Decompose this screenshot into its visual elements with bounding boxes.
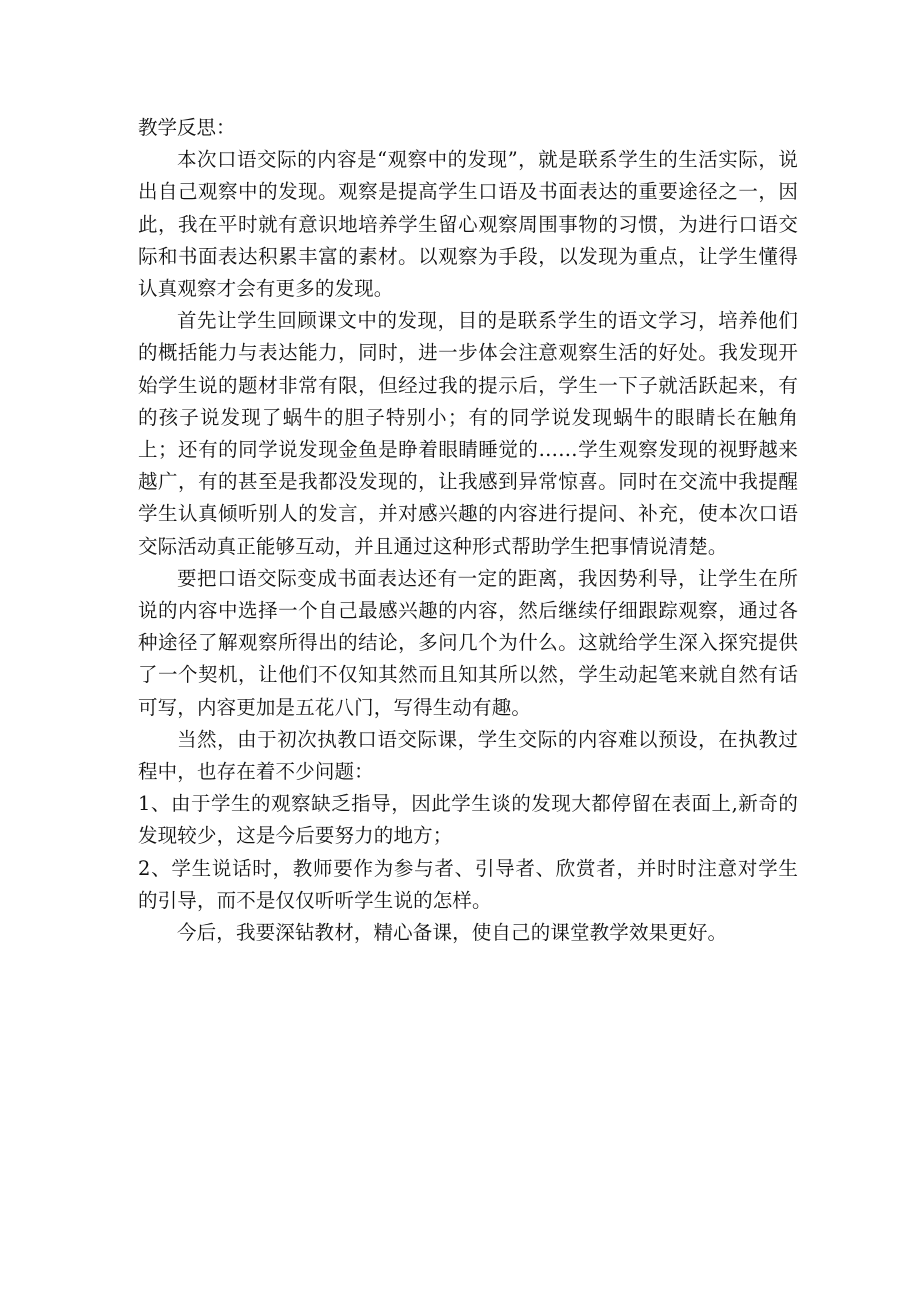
- paragraph-writing: 要把口语交际变成书面表达还有一定的距离，我因势利导，让学生在所说的内容中选择一个自己最感兴趣的内容，然后继续仔细跟踪观察，通过各种途径了解观察所得出的结论，多问几个为什么。这就给学生深入探究提供了一个契机，让他们不仅知其然而且知其所以然，学生动起笔来就自然有话可写，内容更加是五花八门，写得生动有趣。: [138, 566, 798, 719]
- paragraph-problems: 当然，由于初次执教口语交际课，学生交际的内容难以预设，在执教过程中，也存在着不少问题：: [138, 727, 798, 784]
- paragraph-review: 首先让学生回顾课文中的发现，目的是联系学生的语文学习，培养他们的概括能力与表达能力，同时，进一步体会注意观察生活的好处。我发现开始学生说的题材非常有限，但经过我的提示后，学生一下子就活跃起来，有的孩子说发现了蜗牛的胆子特别小；有的同学说发现蜗牛的眼睛长在触角上；还有的同学说发现金鱼是睁着眼睛睡觉的……学生观察发现的视野越来越广，有的甚至是我都没发现的，让我感到异常惊喜。同时在交流中我提醒学生认真倾听别人的发言，并对感兴趣的内容进行提问、补充，使本次口语交际活动真正能够互动，并且通过这种形式帮助学生把事情说清楚。: [138, 309, 798, 558]
- reflection-heading: 教学反思：: [138, 116, 236, 139]
- problem-item-2: 2、学生说话时，教师要作为参与者、引导者、欣赏者，并时时注意对学生的引导，而不是仅仅听听学生说的怎样。: [138, 856, 798, 912]
- paragraph-intro: 本次口语交际的内容是“观察中的发现”，就是联系学生的生活实际，说出自己观察中的发现。观察是提高学生口语及书面表达的重要途径之一，因此，我在平时就有意识地培养学生留心观察周围事物的习惯，为进行口语交际和书面表达积累丰富的素材。以观察为手段，以发现为重点，让学生懂得认真观察才会有更多的发现。: [138, 148, 798, 301]
- paragraph-conclusion: 今后，我要深钻教材，精心备课，使自己的课堂教学效果更好。: [177, 921, 728, 945]
- document-page: [138, 112, 798, 949]
- problem-item-1: 1、由于学生的观察缺乏指导，因此学生谈的发现大都停留在表面上,新奇的发现较少，这是今后要努力的地方；: [138, 792, 798, 848]
